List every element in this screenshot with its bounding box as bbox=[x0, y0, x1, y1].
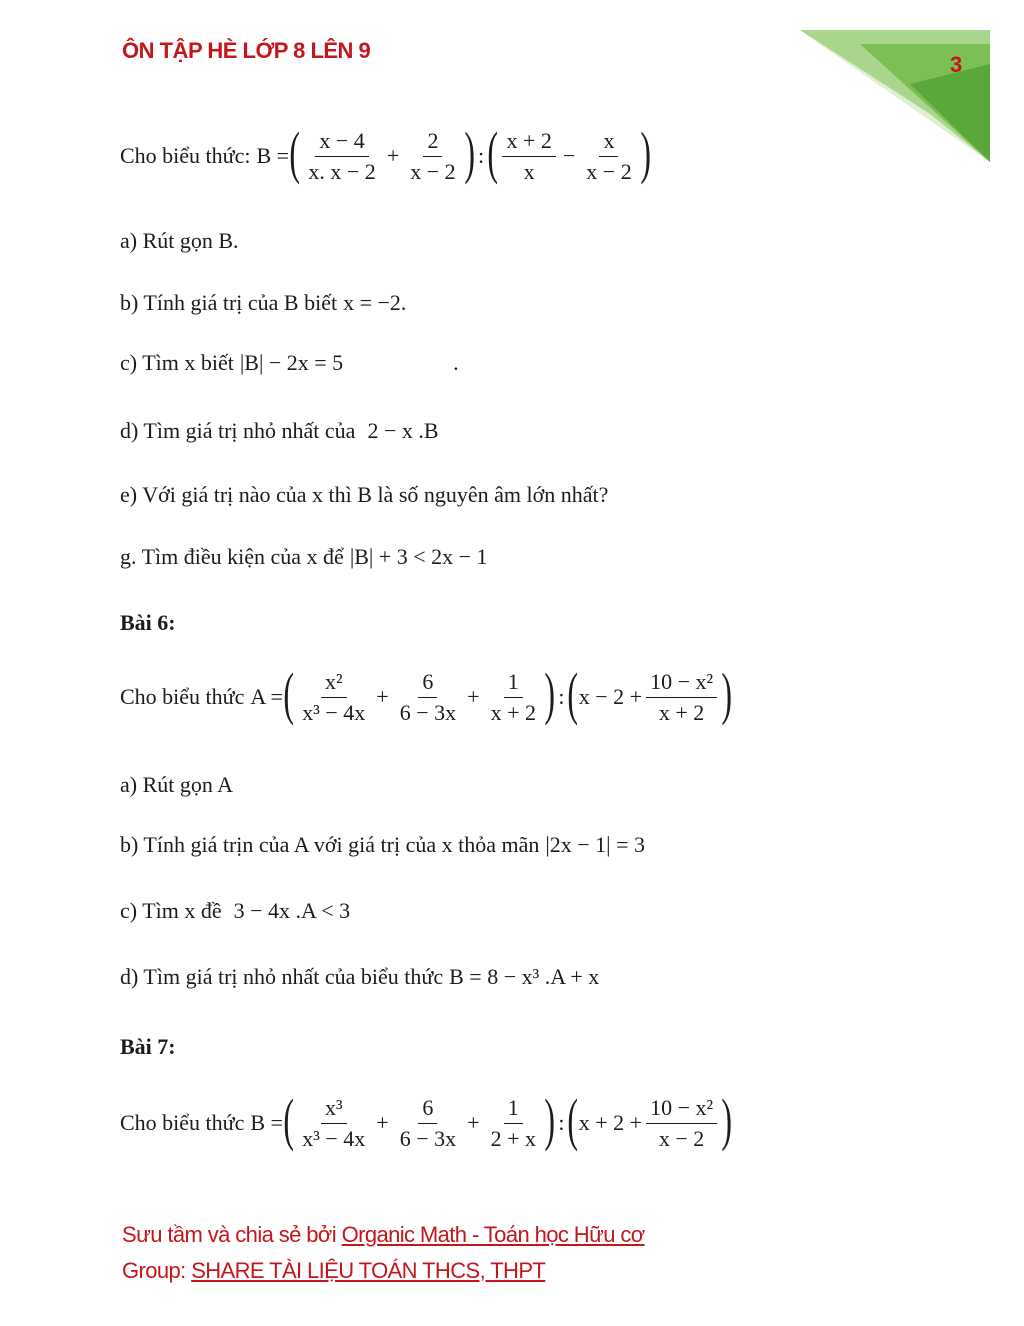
math-inline: |2x − 1| = 3 bbox=[545, 832, 645, 857]
fraction: $\frac{\text{10 − x²}}{x - 2}$ bbox=[646, 1095, 717, 1152]
problem6-part-c: c) Tìm x đề 3 − 4x .A < 3 bbox=[120, 898, 351, 923]
page-header-title: ÔN TẬP HÈ LỚP 8 LÊN 9 bbox=[122, 38, 371, 63]
fraction: $\frac{x}{x - 2}$ bbox=[586, 127, 632, 184]
fraction: $\frac{x + 2}{x}$ bbox=[502, 128, 555, 185]
problem5-part-b: b) Tính giá trị của B biết x = −2. bbox=[120, 290, 407, 315]
problem7-title: Bài 7: bbox=[120, 1034, 176, 1059]
problem6-expression: Cho biểu thức A = ( $\frac{\text{x²}}{\text{x³ − 4x}}$ + $\frac{6}{6 - 3x}$ + $\frac{1}{x + 2}$ ) : ( x − 2 + $\frac{\text{10 − x²}}{x + 2}$ ) bbox=[120, 661, 733, 726]
corner-decoration bbox=[790, 24, 995, 164]
problem5-part-g: g. Tìm điều kiện của x để |B| + 3 < 2x − 1 bbox=[120, 544, 488, 569]
math-inline: 3 − 4x .A < 3 bbox=[233, 898, 351, 923]
fraction: $\frac{6}{6 - 3x}$ bbox=[399, 1094, 457, 1151]
page-number: 3 bbox=[950, 52, 963, 77]
problem5-part-c: c) Tìm x biết |B| − 2x = 5 . bbox=[120, 350, 459, 375]
fraction: $\frac{6}{6 - 3x}$ bbox=[399, 668, 457, 725]
fraction: $\frac{\text{10 − x²}}{x + 2}$ bbox=[646, 669, 717, 726]
problem6-part-d: d) Tìm giá trị nhỏ nhất của biểu thức B = 8 − x³ .A + x bbox=[120, 964, 600, 989]
math-inline: |B| + 3 < 2x − 1 bbox=[349, 544, 488, 569]
problem5-intro: Cho biểu thức: bbox=[120, 143, 251, 168]
problem5-part-e: e) Với giá trị nào của x thì B là số nguyên âm lớn nhất? bbox=[120, 482, 609, 507]
problem6-part-b: b) Tính giá trịn của A với giá trị của x thỏa mãn |2x − 1| = 3 bbox=[120, 832, 645, 857]
fraction: $\frac{1}{x + 2}$ bbox=[490, 668, 536, 725]
fraction: $\frac{2}{x - 2}$ bbox=[410, 127, 456, 184]
math-inline: |B| − 2x = 5 bbox=[239, 350, 344, 375]
fraction: $\frac{1}{2 + x}$ bbox=[490, 1094, 536, 1151]
math-inline: 2 − x .B bbox=[367, 418, 439, 443]
organic-math-link[interactable]: Organic Math - Toán học Hữu cơ bbox=[341, 1222, 645, 1247]
problem5-part-a: a) Rút gọn B. bbox=[120, 228, 239, 253]
share-group-link[interactable]: SHARE TÀI LIỆU TOÁN THCS, THPT bbox=[191, 1258, 546, 1283]
fraction: $\frac{\text{x³}}{\text{x³ − 4x}}$ bbox=[302, 1094, 366, 1151]
footer-group: Group: SHARE TÀI LIỆU TOÁN THCS, THPT bbox=[122, 1258, 546, 1283]
fraction: $\frac{\text{x²}}{\text{x³ − 4x}}$ bbox=[302, 668, 366, 725]
problem5-part-d: d) Tìm giá trị nhỏ nhất của 2 − x .B bbox=[120, 418, 439, 443]
problem6-part-a: a) Rút gọn A bbox=[120, 772, 234, 797]
problem7-expression: Cho biểu thức B = ( $\frac{\text{x³}}{\text{x³ − 4x}}$ + $\frac{6}{6 - 3x}$ + $\frac{1}{2 + x}$ ) : ( x + 2 + $\frac{\text{10 − x²}}{x - 2}$ ) bbox=[120, 1087, 733, 1152]
problem5-expression: Cho biểu thức: B = ( $\frac{x - 4}{x. x - 2}$ + $\frac{2}{x - 2}$ ) : ( $\frac{x + 2}{x}$ − $\frac{x}{x - 2}$ ) bbox=[120, 120, 651, 185]
math-inline: B = 8 − x³ .A + x bbox=[449, 964, 600, 989]
fraction: $\frac{x - 4}{x. x - 2}$ bbox=[308, 127, 376, 184]
problem5-lhs: B = bbox=[256, 143, 290, 168]
math-inline: x = −2. bbox=[343, 290, 407, 315]
footer-credit: Sưu tầm và chia sẻ bởi Organic Math - Toán học Hữu cơ bbox=[122, 1222, 645, 1247]
problem6-title: Bài 6: bbox=[120, 610, 176, 635]
